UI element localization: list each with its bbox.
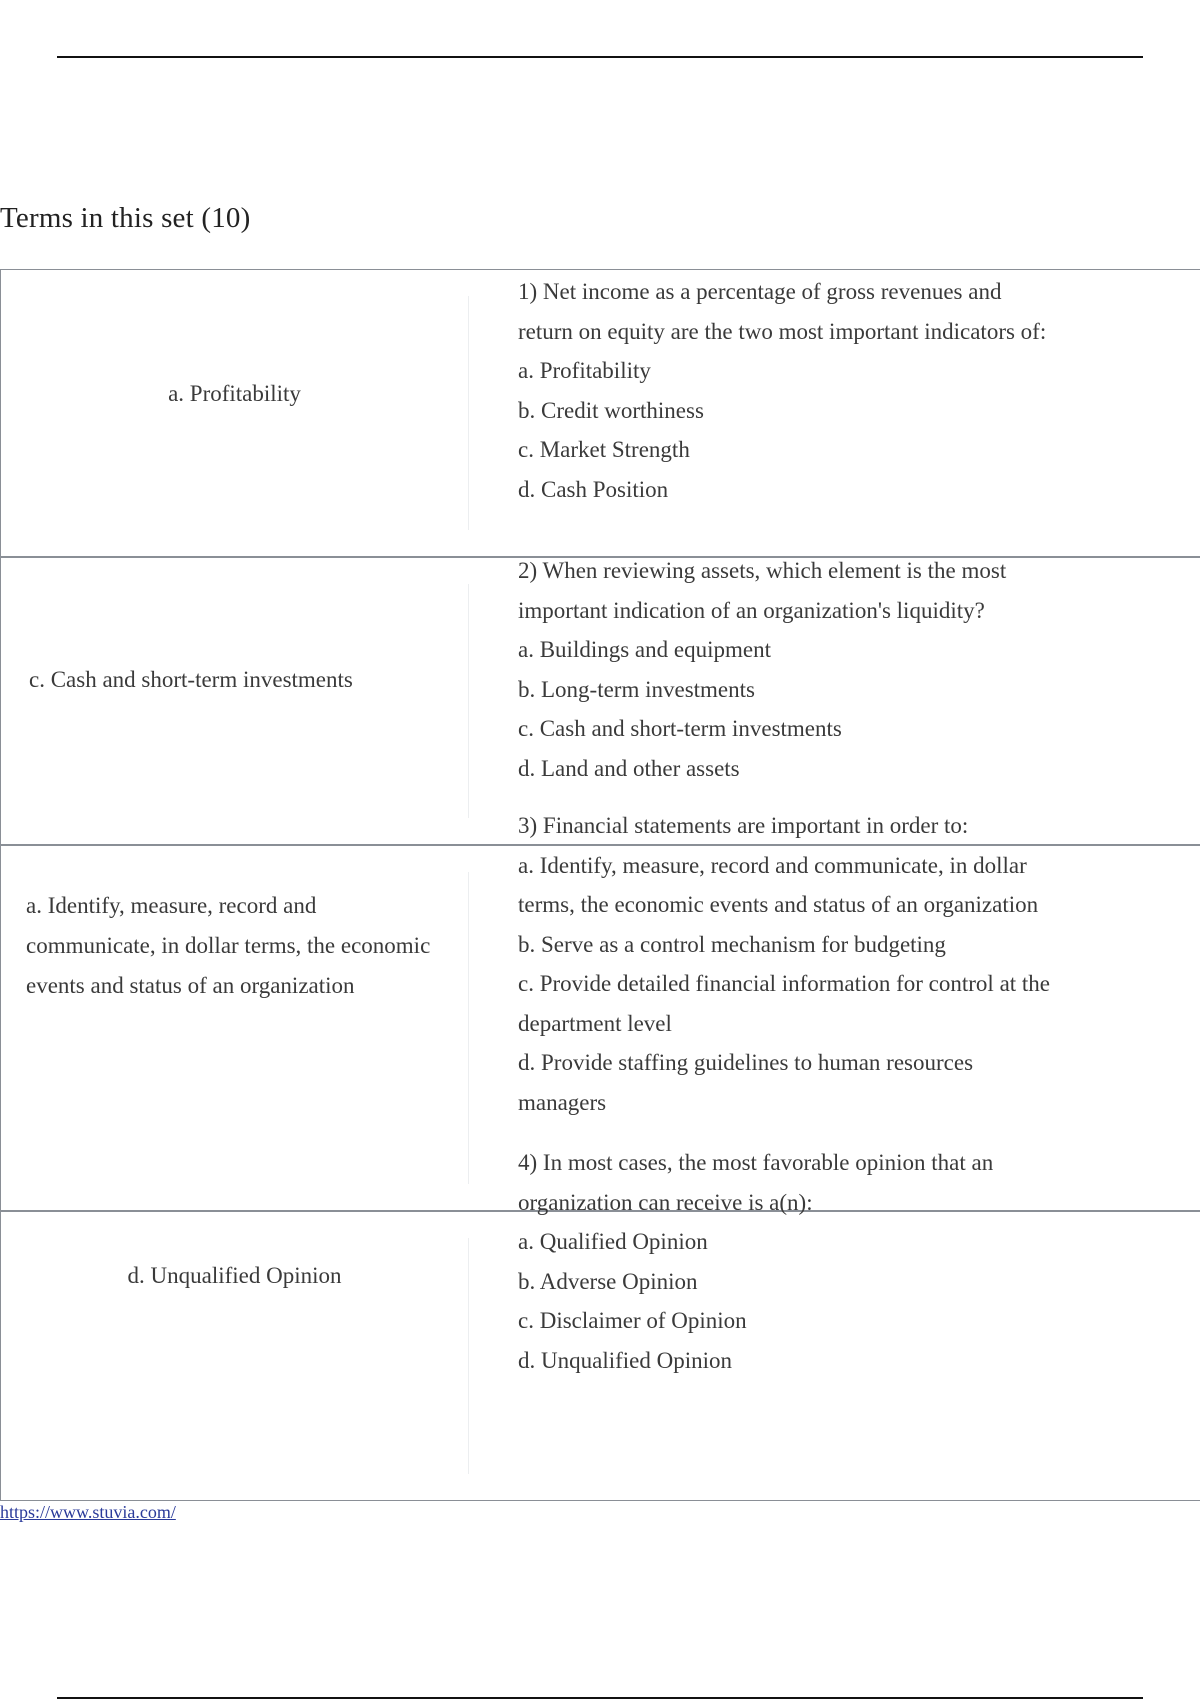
- term-row: [0, 1150, 1200, 1501]
- option-line: department level: [518, 1010, 672, 1036]
- term-question: [518, 551, 1158, 788]
- term-row: [0, 558, 1200, 846]
- question-line: organization can receive is a(n):: [518, 1189, 813, 1215]
- option-line: managers: [518, 1089, 607, 1115]
- term-question: [518, 272, 1158, 509]
- option-line: b. Serve as a control mechanism for budgeting: [518, 931, 946, 957]
- option-line: d. Unqualified Opinion: [518, 1347, 732, 1373]
- option-line: c. Cash and short-term investments: [518, 716, 842, 741]
- column-divider: [468, 296, 469, 530]
- stuvia-link[interactable]: https://www.stuvia.com/: [0, 1502, 176, 1522]
- option-line: b. Adverse Opinion: [518, 1268, 698, 1294]
- term-answer: a. Profitability: [168, 381, 301, 406]
- option-line: c. Disclaimer of Opinion: [518, 1308, 747, 1333]
- term-answer: a. Identify, measure, record and communicate, in dollar terms, the economic events and status of an organization: [26, 893, 431, 998]
- term-row: [0, 270, 1200, 558]
- question-line: important indication of an organization's liquidity?: [518, 597, 985, 623]
- top-rule: [57, 56, 1143, 58]
- question-line: 1) Net income as a percentage of gross revenues and: [518, 279, 1002, 304]
- option-line: d. Provide staffing guidelines to human resources: [518, 1050, 974, 1075]
- terms-table: [0, 269, 1200, 1501]
- option-line: a. Buildings and equipment: [518, 637, 771, 662]
- option-line: a. Profitability: [518, 358, 651, 383]
- question-line: 4) In most cases, the most favorable opinion that an: [518, 1150, 994, 1175]
- bottom-rule: [57, 1697, 1143, 1699]
- option-line: c. Market Strength: [518, 437, 690, 462]
- term-answer: c. Cash and short-term investments: [29, 667, 353, 692]
- term-question: [518, 806, 1158, 1122]
- option-line: b. Long-term investments: [518, 676, 755, 702]
- column-divider: [468, 1238, 469, 1474]
- term-question: [518, 1143, 1158, 1380]
- option-line: c. Provide detailed financial information for control at the: [518, 971, 1051, 996]
- option-line: a. Identify, measure, record and communicate, in dollar: [518, 852, 1027, 878]
- question-line: 3) Financial statements are important in order to:: [518, 813, 969, 838]
- column-divider: [468, 584, 469, 818]
- set-title: Terms in this set (10): [0, 202, 251, 234]
- option-line: a. Qualified Opinion: [518, 1229, 708, 1254]
- option-line: d. Cash Position: [518, 476, 669, 502]
- option-line: terms, the economic events and status of an organization: [518, 892, 1039, 917]
- term-answer: d. Unqualified Opinion: [127, 1263, 342, 1288]
- option-line: d. Land and other assets: [518, 755, 740, 781]
- question-line: 2) When reviewing assets, which element is the most: [518, 558, 1007, 583]
- column-divider: [468, 872, 469, 1184]
- question-line: return on equity are the two most important indicators of:: [518, 318, 1047, 344]
- option-line: b. Credit worthiness: [518, 397, 704, 423]
